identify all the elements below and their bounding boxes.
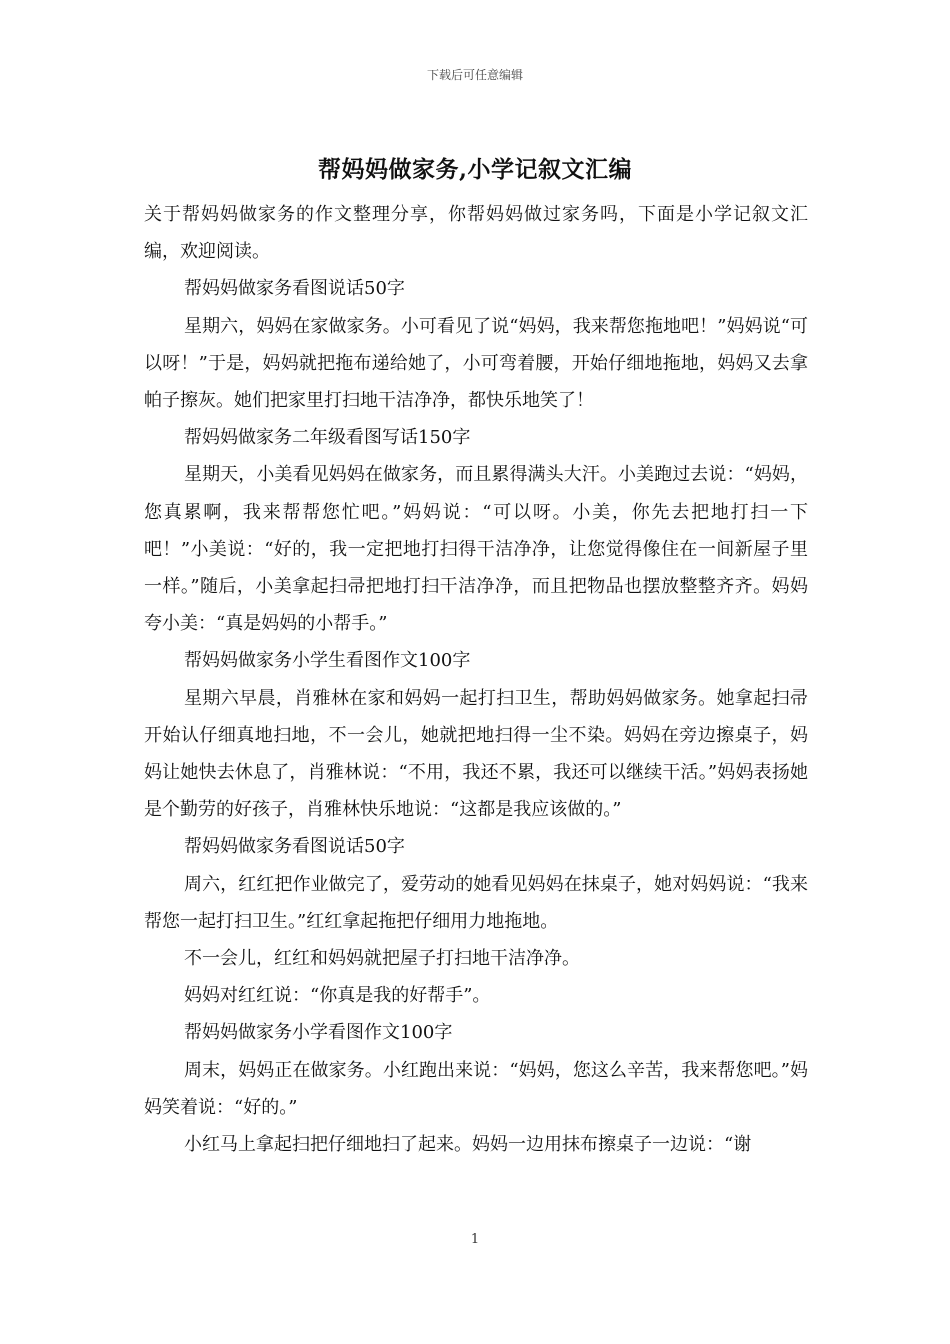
body-paragraph: 妈妈对红红说：“你真是我的好帮手”。 — [184, 985, 491, 1007]
section-heading: 帮妈妈做家务小学看图作文100字 — [184, 1022, 453, 1044]
section-heading: 帮妈妈做家务看图说话50字 — [184, 836, 405, 858]
section-heading: 帮妈妈做家务看图说话50字 — [184, 278, 405, 300]
section-heading: 帮妈妈做家务二年级看图写话150字 — [184, 427, 471, 449]
body-paragraph: 星期六早晨，肖雅林在家和妈妈一起打扫卫生，帮助妈妈做家务。她拿起扫帚开始认仔细真地扫地，不一会儿，她就把地扫得一尘不染。妈妈在旁边擦桌子，妈妈让她快去休息了，肖雅林说：“不用，我还不累，我还可以继续干活。”妈妈表扬她是个勤劳的好孩子，肖雅林快乐地说：“这都是我应该做的。” — [144, 687, 808, 821]
page-number: 1 — [470, 1232, 480, 1247]
body-paragraph: 周末，妈妈正在做家务。小红跑出来说：“妈妈，您这么辛苦，我来帮您吧。”妈妈笑着说：“好的。” — [144, 1059, 808, 1118]
body-paragraph: 小红马上拿起扫把仔细地扫了起来。妈妈一边用抹布擦桌子一边说：“谢 — [184, 1134, 752, 1156]
body-paragraph: 星期天，小美看见妈妈在做家务，而且累得满头大汗。小美跑过去说：“妈妈，您真累啊，我来帮帮您忙吧。”妈妈说：“可以呀。小美，你先去把地打扫一下吧！”小美说：“好的，我一定把地打扫得干洁净净，让您觉得像住在一间新屋子里一样。”随后，小美拿起扫帚把地打扫干洁净净，而且把物品也摆放整整齐齐。妈妈夸小美：“真是妈妈的小帮手。” — [144, 464, 808, 635]
body-paragraph: 星期六，妈妈在家做家务。小可看见了说“妈妈，我来帮您拖地吧！”妈妈说“可以呀！”于是，妈妈就把拖布递给她了，小可弯着腰，开始仔细地拖地，妈妈又去拿帕子擦灰。她们把家里打扫地干洁净净，都快乐地笑了！ — [144, 315, 808, 412]
document-title: 帮妈妈做家务,小学记叙文汇编 — [317, 156, 632, 183]
body-paragraph: 周六，红红把作业做完了，爱劳动的她看见妈妈在抹桌子，她对妈妈说：“我来帮您一起打扫卫生。”红红拿起拖把仔细用力地拖地。 — [144, 873, 808, 932]
document-body — [144, 196, 808, 1163]
section-heading: 帮妈妈做家务小学生看图作文100字 — [184, 650, 471, 672]
page-header-note: 下载后可任意编辑 — [426, 68, 523, 82]
intro-paragraph: 关于帮妈妈做家务的作文整理分享，你帮妈妈做过家务吗，下面是小学记叙文汇编，欢迎阅读。 — [144, 204, 808, 263]
body-paragraph: 不一会儿，红红和妈妈就把屋子打扫地干洁净净。 — [184, 948, 580, 970]
